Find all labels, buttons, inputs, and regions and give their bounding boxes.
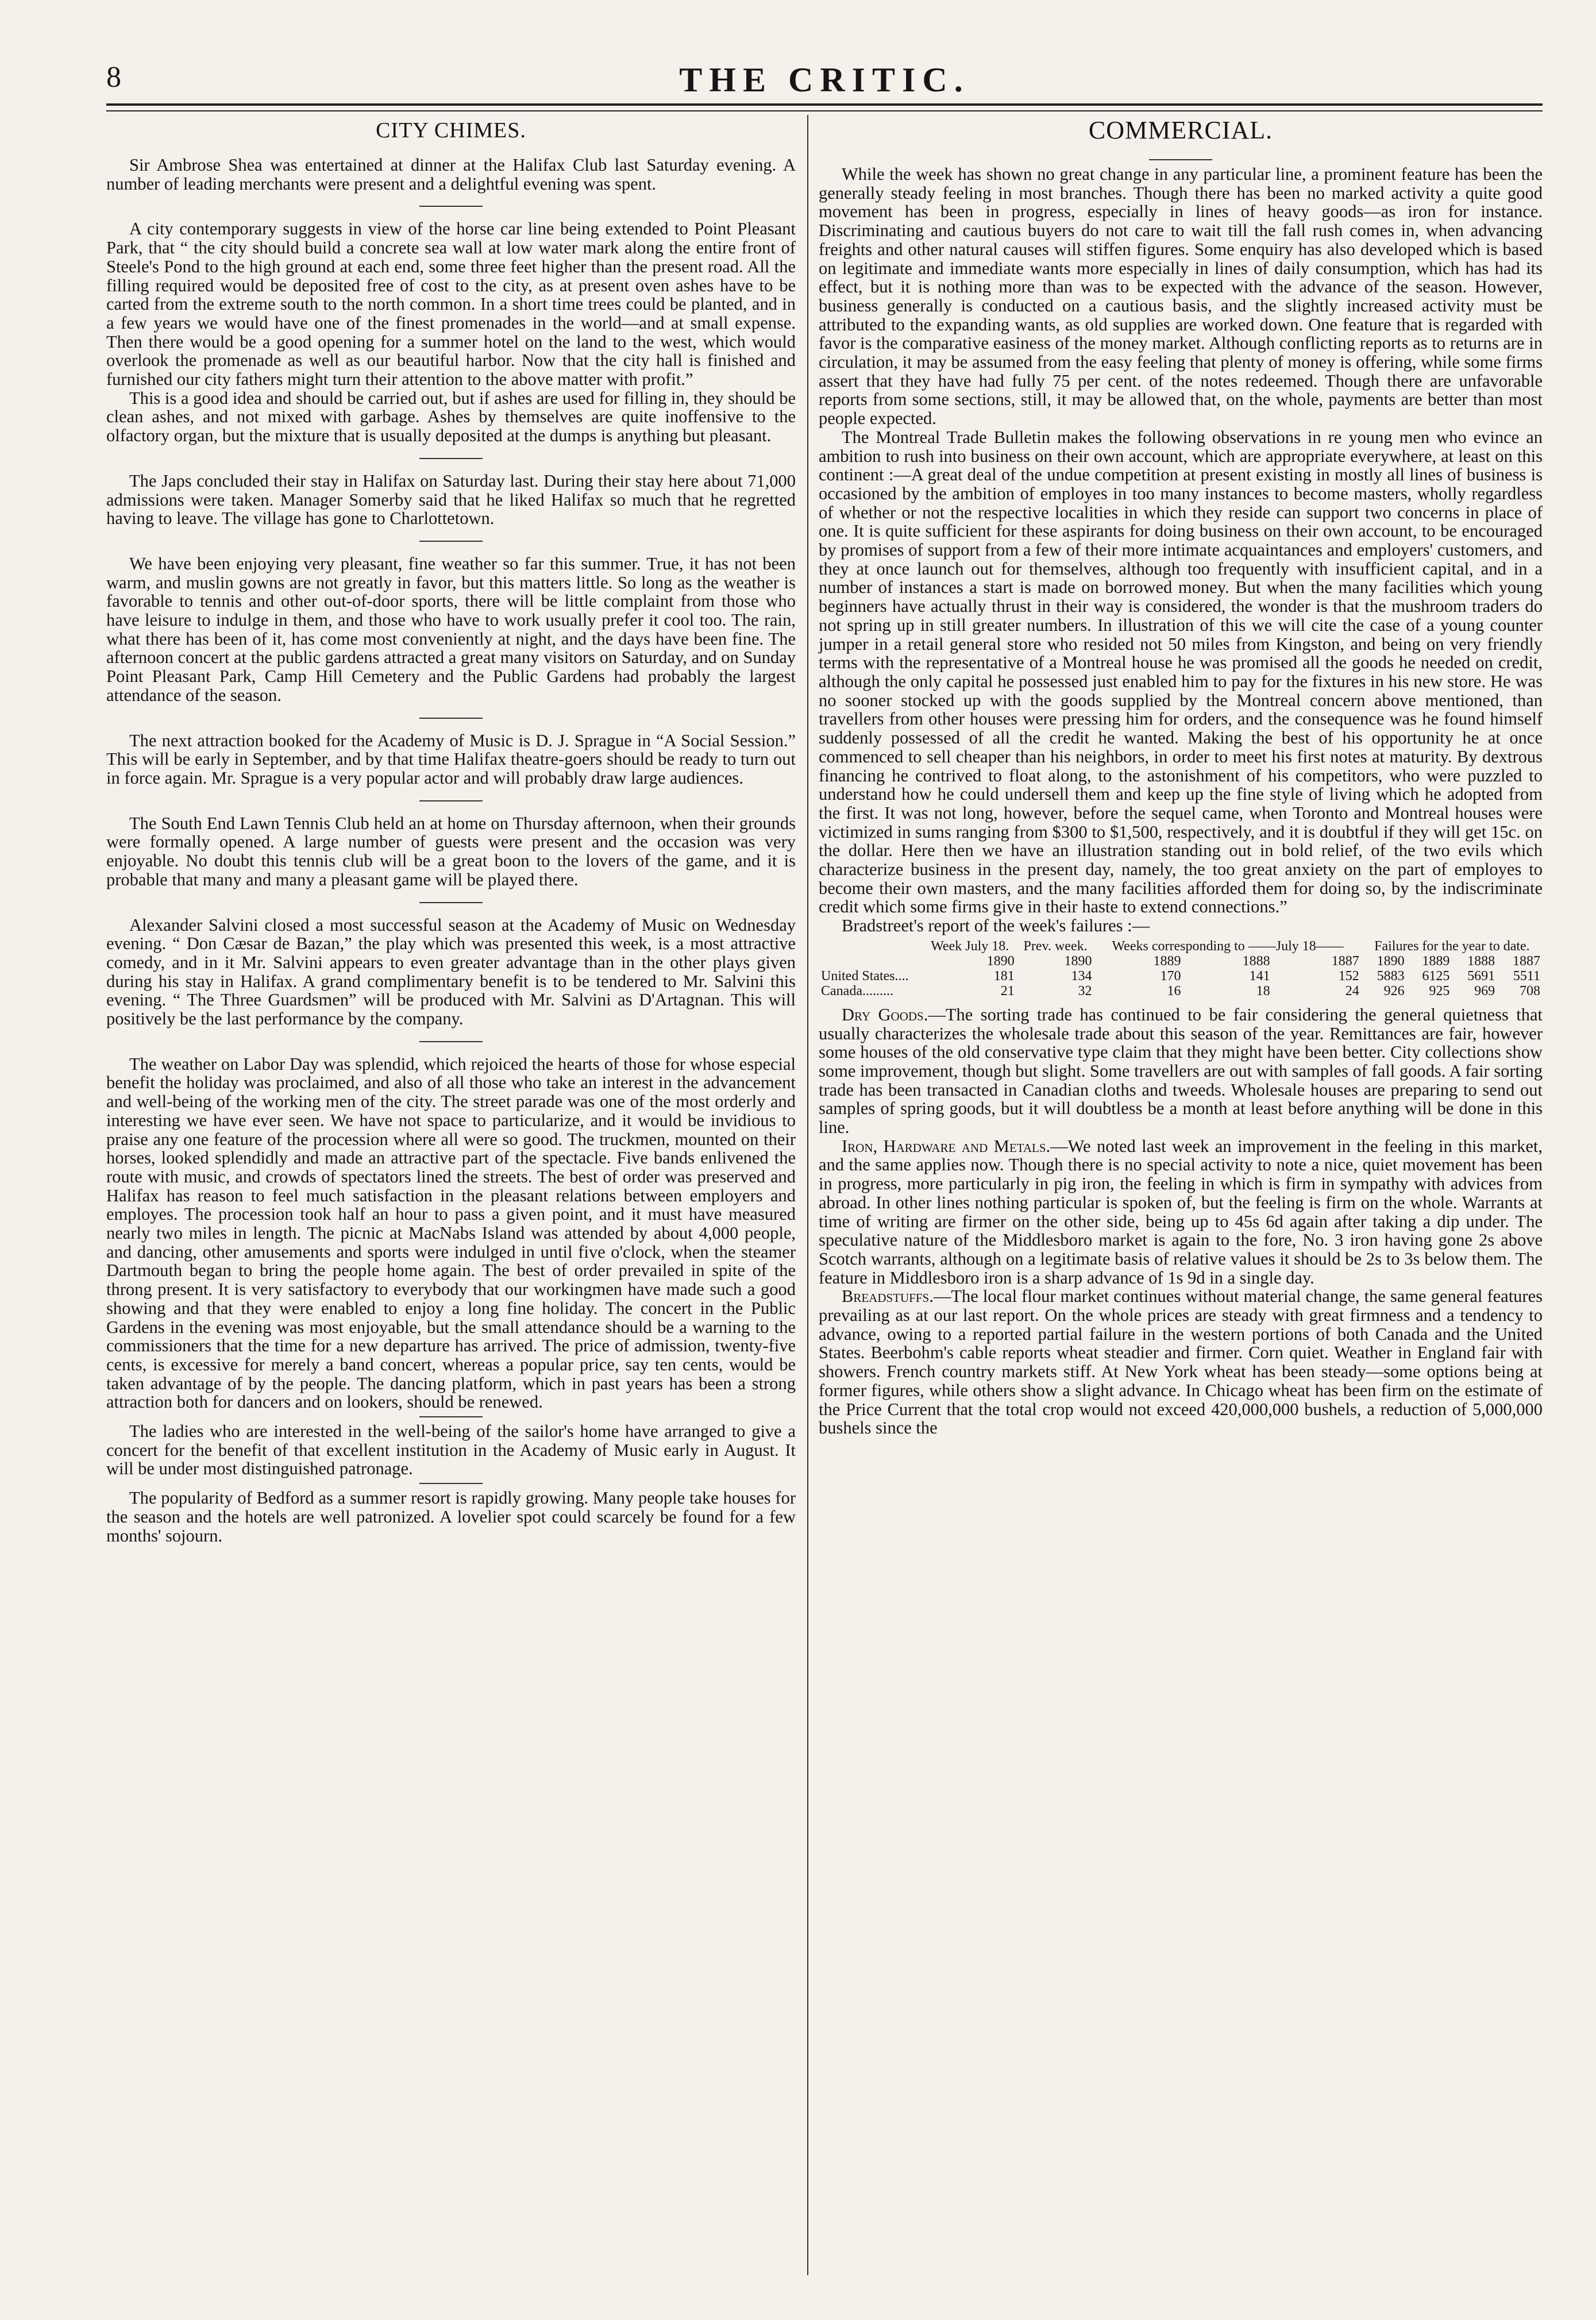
masthead: [106, 60, 1543, 101]
failures-table: [819, 939, 1543, 999]
trade-paragraph-dry-goods: [819, 1005, 1543, 1137]
table-year-cell: 1888: [1467, 953, 1495, 969]
table-cell: 152: [1338, 968, 1359, 984]
table-cell: 708: [1520, 983, 1540, 999]
item-separator: [419, 902, 483, 903]
news-item: The weather on Labor Day was splendid, which rejoiced the hearts of those for whose especial benefit the holiday was proclaimed, and also of all those who take an interest in the advancement and well-being of the working men of the city. The street parade was one of the most orderly and interesting we have ever seen. We have not space to particularize, and it would be invidious to praise any one feature of the procession where all were so good. The truckmen, mounted on their horses, looked splendidly and made an attractive part of the spectacle. Five bands enlivened the route with music, and crowds of spectators lined the streets. The best of order was preserved and Halifax has reason to feel much satisfaction in the pleasant relations between employers and employes. The procession took half an hour to pass a given point, and it must have measured nearly two miles in length. The picnic at MacNabs Island was attended by about 4,000 people, and dancing, other amusements and sports were indulged in until five o'clock, when the steamer Dartmouth began to bring the people home again. The best of order prevailed in spite of the throng present. It is very satisfactory to everybody that our workingmen have made such a good showing and that they were enabled to enjoy a long fine holiday. The concert in the Public Gardens in the evening was most enjoyable, but the small attendance should be a warning to the commissioners that the time for a new departure has arrived. The price of admission, twenty-five cents, is excessive for merely a band concert, whereas a popular price, say ten cents, would be taken advantage of by the people. The dancing platform, which in past years has been a strong attraction both for dancers and on lookers, should be renewed.: [106, 1054, 796, 1412]
table-year-cell: 1889: [1422, 953, 1450, 969]
news-item: A city contemporary suggests in view of the horse car line being extended to Point Pleasant Park, that “ the city should build a concrete sea wall at low water mark along the entire front of Steele's Pond to the high ground at each end, some three feet higher than the present road. All the filling required would be deposited free of cost to the city, as at present oven ashes have to be carted from the extreme south to the north common. In a short time trees could be planted, and in a few years we would have one of the finest promenades in the world—and at small expense. Then there would be a good opening for a summer hotel on the land to the west, which would overlook the promenade as well as our beautiful harbor. Now that the city hall is finished and furnished our city fathers might turn their attention to the above matter with profit.”: [106, 219, 796, 390]
news-item: The ladies who are interested in the well-being of the sailor's home have arranged to give a concert for the benefit of that excellent institution in the Academy of Music early in August. It will be under most distinguished patronage.: [106, 1421, 796, 1479]
heading-separator: [1149, 159, 1212, 160]
table-cell: 18: [1256, 983, 1270, 999]
city-chimes-heading: CITY CHIMES.: [376, 118, 526, 142]
trade-text: —The local flour market continues without material change, the same general features prevailing as at our last report. On the whole prices are steady with great firmness and a tendency to advance, owing to a reported partial failure in the western portions of both Canada and the United States. Beerbohm's cable reports wheat steadier and firmer. Corn quiet. Weather in England fair with showers. French country markets stiff. At New York wheat has been steady—some options being at former figures, while others show a slight advance. In Chicago wheat has been firm on the estimate of the Price Current that the total crop would not exceed 420,000,000 bushels, a reduction of 5,000,000 bushels since the: [819, 1286, 1543, 1438]
table-header-week: Week July 18.: [931, 938, 1009, 954]
item-separator: [419, 1041, 483, 1042]
table-header-spacer: [819, 954, 923, 969]
trade-lead: Iron, Hardware and Metals.: [842, 1136, 1051, 1156]
table-cell: 5691: [1467, 968, 1495, 984]
table-year-cell: 1890: [986, 953, 1015, 969]
item-separator: [419, 800, 483, 801]
table-cell: 24: [1345, 983, 1359, 999]
news-item: Alexander Salvini closed a most successful season at the Academy of Music on Wednesday evening. “ Don Cæsar de Bazan,” the play which was presented this week, is a most attractive comedy, and in it Mr. Salvini appears to even greater advantage than in the other plays given during his stay in Halifax. A grand complimentary benefit is to be tendered to Mr. Salvini this evening. “ The Three Guardsmen” will be produced with Mr. Salvini as D'Artagnan. This will positively be the last performance by the company.: [106, 915, 796, 1029]
table-cell: 141: [1249, 968, 1270, 984]
news-item: The South End Lawn Tennis Club held an at home on Thursday afternoon, when their grounds were formally opened. A large number of guests were present and the occasion was very enjoyable. No doubt this tennis club will be a great boon to the lovers of the game, and it is probable that many and many a pleasant game will be played there.: [106, 813, 796, 889]
table-year-cell: 1887: [1331, 953, 1359, 969]
news-item: The popularity of Bedford as a summer resort is rapidly growing. Many people take houses for the season and the hotels are well patronized. A lovelier spot could scarcely be found for a few months' sojourn.: [106, 1488, 796, 1546]
trade-lead: Breadstuffs.: [842, 1286, 934, 1307]
commercial-heading: COMMERCIAL.: [1088, 116, 1273, 144]
news-item: The Japs concluded their stay in Halifax on Saturday last. During their stay here about 71,000 admissions were taken. Manager Somerby said that he liked Halifax so much that he regretted having to leave. The village has gone to Charlottetown.: [106, 471, 796, 529]
table-country-cell: Canada.........: [821, 983, 893, 999]
trade-paragraph-iron: [819, 1137, 1543, 1288]
table-year-cell: 1890: [1377, 953, 1405, 969]
table-cell: 21: [1000, 983, 1015, 999]
table-cell: 969: [1474, 983, 1495, 999]
item-separator: [419, 541, 483, 542]
failures-intro: Bradstreet's report of the week's failures :—: [842, 916, 1150, 936]
table-year-cell: 1887: [1513, 953, 1540, 969]
table-cell: 926: [1383, 983, 1405, 999]
table-row: [819, 984, 1543, 999]
trade-text: —We noted last week an improvement in the feeling in this market, and the same applies now. Though there is no special activity to note a nice, quiet movement has been in progress, more particularly in pig iron, the feeling in which is firm in sympathy with advices from abroad. In other lines nothing particular is spoken of, but the feeling is firm on the whole. Warrants at time of writing are firmer on the other side, being up to 45s 6d again after taking a dip under. The speculative nature of the Middlesboro market is again to the fore, No. 3 iron having gone 2s above Scotch warrants, although on a legitimate basis of relative values it should be 2s to 3s below them. The feature in Middlesboro iron is a sharp advance of 1s 9d in a single day.: [819, 1136, 1543, 1288]
city-chimes-column: [106, 118, 796, 1545]
commercial-paragraph: While the week has shown no great change in any particular line, a prominent feature has been the generally steady feeling in most branches. Though there has been no marked activity a quite good movement has been in progress, especially in lines of heavy goods—as iron for instance. Discriminating and cautious buyers do not care to wait till the fall rush comes in, when advancing freights and other natural causes will stiffen figures. Some enquiry has also developed which is based on legitimate and immediate wants more especially in lines of daily consumption, which has had its effect, but it is nothing more than was to be expected with the advance of the season. However, business generally is conducted on a cautious basis, and the slightly increased activity must be attributed to the expanding wants, as old supplies are worked down. One feature that is regarded with favor is the comparative easiness of the money market. Although conflicting reports as to returns are in circulation, it may be assumed from the easy feeling that plenty of money is offering, while some firms assert that they have had fully 75 per cent. of the notes redeemed. Though there are unfavorable reports from some sections, still, it may be allowed that, on the whole, payments are better than most people expected.: [819, 164, 1543, 429]
trade-paragraph-breadstuffs: [819, 1287, 1543, 1438]
table-cell: 6125: [1422, 968, 1450, 984]
table-cell: 32: [1078, 983, 1092, 999]
masthead-rule-thin: [106, 110, 1543, 111]
page-number: 8: [106, 61, 121, 94]
table-cell: 181: [993, 968, 1015, 984]
table-cell: 134: [1071, 968, 1092, 984]
table-cell: 16: [1167, 983, 1181, 999]
news-item: Sir Ambrose Shea was entertained at dinner at the Halifax Club last Saturday evening. A number of leading merchants were present and a delightful evening was spent.: [106, 155, 796, 194]
table-country-cell: United States....: [821, 968, 909, 984]
item-separator: [419, 206, 483, 207]
table-year-cell: 1889: [1153, 953, 1181, 969]
commercial-paragraph: The Montreal Trade Bulletin makes the following observations in re young men who evince an ambition to rush into business on their own account, which are appropriate everywhere, at least on this continent :—A great deal of the undue competition at present existing in mostly all lines of business is occasioned by the ambition of employes in too many instances to become masters, wholly regardless of whether or not the respective localities in which they reside can support two concerns in place of one. It is quite sufficient for these aspirants for doing business on their own account, to be encouraged by promises of support from a few of their more intimate acquaintances and employers' customers, and they at once launch out for themselves, although too frequently with insufficient capital, and in a number of instances a start is made on borrowed money. But when the many facilities which young beginners have actually thrust in their way is considered, the wonder is that the mushroom traders do not spring up in still greater numbers. In illustration of this we will cite the case of a young counter jumper in a retail general store who resided not 50 miles from Kingston, and being on very friendly terms with the representative of a Montreal house he was promised all the goods he needed on credit, although the only capital he possessed just enabled him to pay for the fixtures in his new store. He was no sooner stocked up with the goods supplied by the Montreal concern above mentioned, than travellers from other houses were pressing him for orders, and the consequence was he found himself suddenly possessed of all the credit he wanted. Making the best of his opportunity he at once commenced to sell cheaper than his neighbors, in order to meet his first notes at maturity. By dextrous financing he contrived to float along, to the astonishment of his competitors, who were puzzled to understand how he could undersell them and keep up the fine style of living which he adopted from the first. It was not long, however, before the sequel came, when Toronto and Montreal houses were victimized in sums ranging from $300 to $1,500, respectively, and it is doubtful if they will get 15c. on the dollar. Here then we have an illustration standing out in bold relief, of the two evils which characterize business in the present day, namely, the too great anxiety on the part of employes to become their own masters, and the many facilities afforded them for doing so, by the indiscriminate credit which some firms give in their haste to extend connections.”: [819, 427, 1543, 917]
table-year-cell: 1888: [1242, 953, 1270, 969]
table-cell: 5883: [1377, 968, 1405, 984]
masthead-rule: [106, 103, 1543, 106]
commercial-column: [819, 118, 1543, 1438]
trade-lead: Dry Goods.: [842, 1004, 928, 1024]
news-item: The next attraction booked for the Academy of Music is D. J. Sprague in “A Social Session.” This will be early in September, and by that time Halifax theatre-goers should be ready to turn out in force again. Mr. Sprague is a very popular actor and will probably draw large audiences.: [106, 730, 796, 788]
news-item: We have been enjoying very pleasant, fine weather so far this summer. True, it has not been warm, and muslin gowns are not greatly in favor, but this matters little. So long as the weather is favorable to tennis and other out-of-door sports, there will be little complaint from those who have leisure to indulge in them, and those who have to work usually prefer it cool too. The rain, what there has been of it, has come most conveniently at night, and the days have been fine. The afternoon concert at the public gardens attracted a great many visitors on Saturday, and on Sunday Point Pleasant Park, Camp Hill Cemetery and the Public Gardens had probably the largest attendance of the season.: [106, 553, 796, 705]
paper-title: THE CRITIC.: [679, 61, 970, 99]
table-header-weeks-corresponding: Weeks corresponding to ——July 18——: [1112, 938, 1344, 954]
item-separator: [419, 718, 483, 719]
table-cell: 5511: [1513, 968, 1540, 984]
table-row: [819, 969, 1543, 984]
news-item: This is a good idea and should be carried out, but if ashes are used for filling in, they should be clean ashes, and not mixed with garbage. Ashes by themselves are quite inoffensive to the olfactory organ, but the mixture that is usually deposited at the dumps is anything but pleasant.: [106, 388, 796, 446]
table-header-failures-year: Failures for the year to date.: [1374, 938, 1530, 954]
column-divider: [807, 115, 808, 2275]
item-separator: [419, 458, 483, 459]
item-separator: [419, 1416, 483, 1417]
table-year-cell: 1890: [1064, 953, 1092, 969]
table-cell: 925: [1429, 983, 1450, 999]
table-header-prev-week: Prev. week.: [1023, 938, 1088, 954]
trade-text: —The sorting trade has continued to be fair considering the general quietness that usually characterizes the wholesale trade about this season of the year. Remittances are fair, however some houses of the old conservative type claim that they might have been better. City collections show some improvement, though but slight. Some travellers are out with samples of fall goods. A fair sorting trade has been transacted in Canadian cloths and tweeds. Wholesale houses are preparing to send out samples of spring goods, but it will doubtless be a month at least before anything will be done in this line.: [819, 1004, 1543, 1138]
table-header-spacer: [819, 939, 923, 954]
item-separator: [419, 1483, 483, 1484]
table-cell: 170: [1160, 968, 1181, 984]
